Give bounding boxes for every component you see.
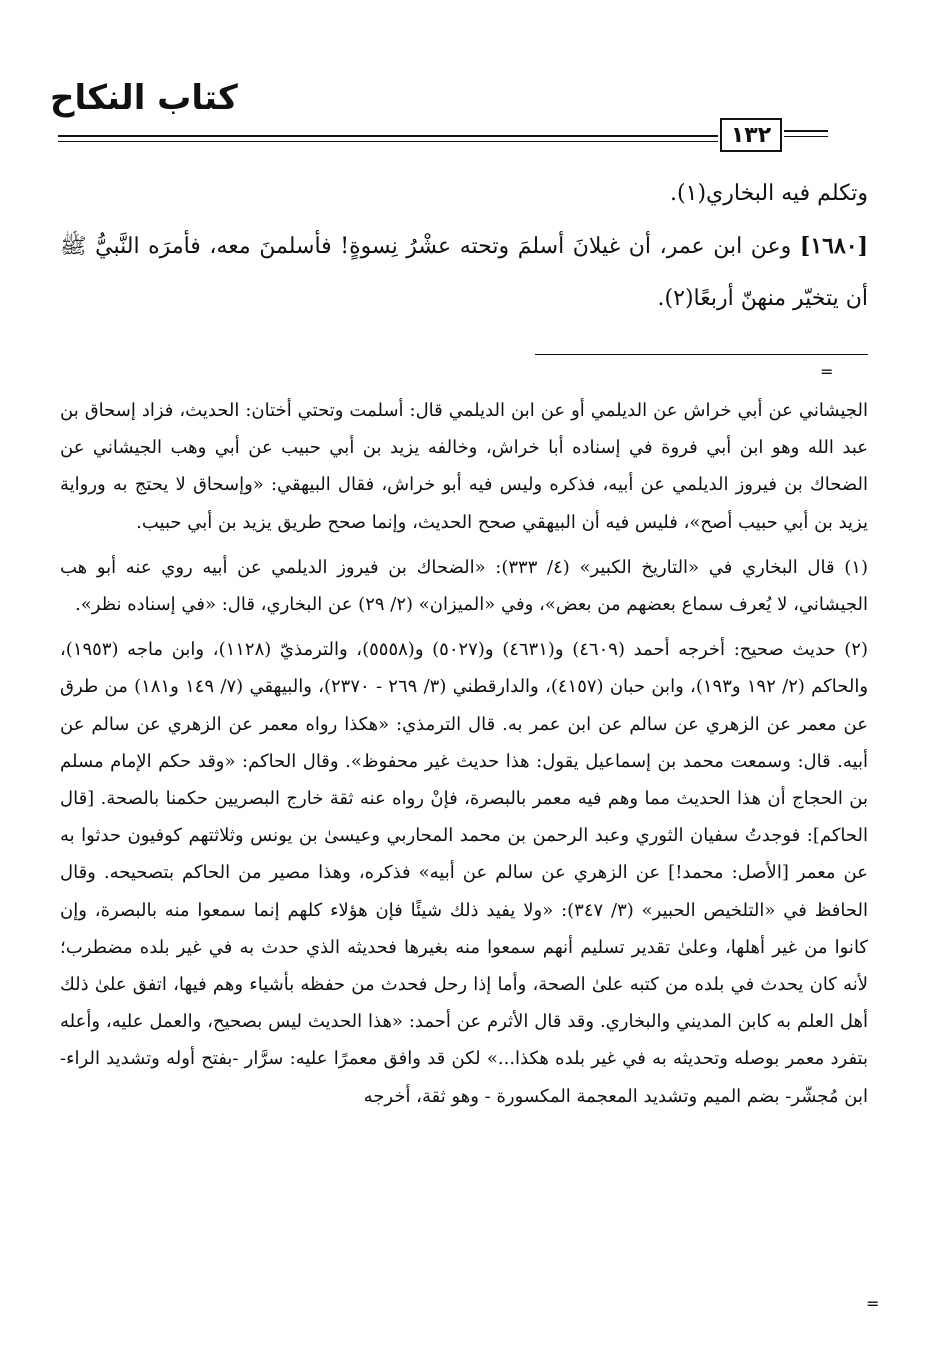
footnote-1: (١) قال البخاري في «التاريخ الكبير» (٤/ ٣٣٣): «الضحاك بن فيروز الديلمي عن أبيه روي عنه أبو هب الجيشاني، لا يُعرف سماع بعضهم من بعض»، وفي «الميزان» (٢/ ٢٩) عن البخاري، قال: «في إسناده نظر». [60, 556, 868, 616]
header-rule [58, 135, 718, 137]
footnotes [60, 392, 868, 1123]
hadith-text: وعن ابن عمر، أن غيلانَ أسلمَ وتحته عشْرُ نِسوةٍ! فأسلمنَ معه، فأمرَه النَّبيُّ ﷺ أن يتخيّر منهنّ أربعًا(٢). [60, 234, 868, 311]
header-rule-right-thin [784, 136, 828, 137]
hadith-paragraph [60, 220, 868, 325]
header-rule-thin [58, 141, 718, 142]
footnote-continuation: الجيشاني عن أبي خراش عن الديلمي أو عن ابن الديلمي قال: أسلمت وتحتي أختان: الحديث، فزاد إسحاق بن عبد الله وهو ابن أبي فروة في إسناده أبا خراش، وخالفه يزيد بن أبي حبيب عن أبي وهب الجيشاني عن الضحاك بن فيروز الديلمي عن أبيه، فذكره وليس فيه أبو خراش، فقال البيهقي: «وإسحاق لا يحتج به ورواية يزيد بن أبي حبيب أصح»، فليس فيه أن البيهقي صحح الحديث، وإنما صحح طريق يزيد بن أبي حبيب. [60, 400, 868, 533]
footnote-2: (٢) حديث صحيح: أخرجه أحمد (٤٦٠٩) و(٤٦٣١) و(٥٠٢٧) و(٥٥٥٨)، والترمذيّ (١١٢٨)، وابن ماجه (١٩٥٣)، والحاكم (٢/ ١٩٢ و١٩٣)، وابن حبان (٤١٥٧)، والدارقطني (٣/ ٢٦٩ - ٢٣٧٠)، والبيهقي (٧/ ١٤٩ و١٨١) من طرق عن معمر عن الزهري عن سالم عن ابن عمر به. قال الترمذي: «هكذا رواه معمر عن الزهري عن سالم عن أبيه. قال: وسمعت محمد بن إسماعيل يقول: هذا حديث غير محفوظ». وقال الحاكم: «وقد حكم الإمام مسلم بن الحجاج أن هذا الحديث مما وهم فيه معمر بالبصرة، فإنْ رواه عنه ثقة خارج البصريين حكمنا بالصحة. [قال الحاكم]: فوجدتُ سفيان الثوري وعبد الرحمن بن محمد المحاربي وعيسىٰ بن يونس وثلاثتهم كوفيون حدثوا به عن معمر [الأصل: محمد!] عن الزهري عن سالم عن أبيه» فذكره، وهذا مصير من الحاكم بتصحيحه. وقال الحافظ في «التلخيص الحبير» (٣/ ٣٤٧): «ولا يفيد ذلك شيئًا فإن هؤلاء كلهم إنما سمعوا منه بالبصرة، وإن كانوا من غير أهلها، وعلىٰ تقدير تسليم أنهم سمعوا منه بغيرها فحديثه الذي حدث به في غير بلده مضطرب؛ لأنه كان يحدث في بلده من كتبه علىٰ الصحة، وأما إذا رحل فحدث من حفظه بأشياء وهم فيها، اتفق علىٰ ذلك أهل العلم به كابن المديني والبخاري. وقد قال الأثرم عن أحمد: «هذا الحديث ليس بصحيح، والعمل عليه، وأعله بتفرد معمر بوصله وتحديثه به في غير بلده هكذا...» لكن قد وافق معمرًا عليه: سرَّار -بفتح أوله وتشديد الراء- ابن مُجشّر- بضم الميم وتشديد المعجمة المكسورة - وهو ثقة، أخرجه [60, 639, 869, 1107]
page-number: ١٣٢ [720, 118, 782, 152]
end-continuation-mark: = [866, 1294, 880, 1313]
main-text [60, 168, 868, 325]
main-paragraph-1: وتكلم فيه البخاري(١). [670, 181, 868, 206]
book-title: كتاب النكاح [50, 78, 238, 118]
footnote-separator [535, 354, 868, 355]
header-rule-right [784, 130, 828, 132]
continuation-mark: = [820, 362, 834, 381]
hadith-number: [١٦٨٠] [799, 233, 868, 259]
